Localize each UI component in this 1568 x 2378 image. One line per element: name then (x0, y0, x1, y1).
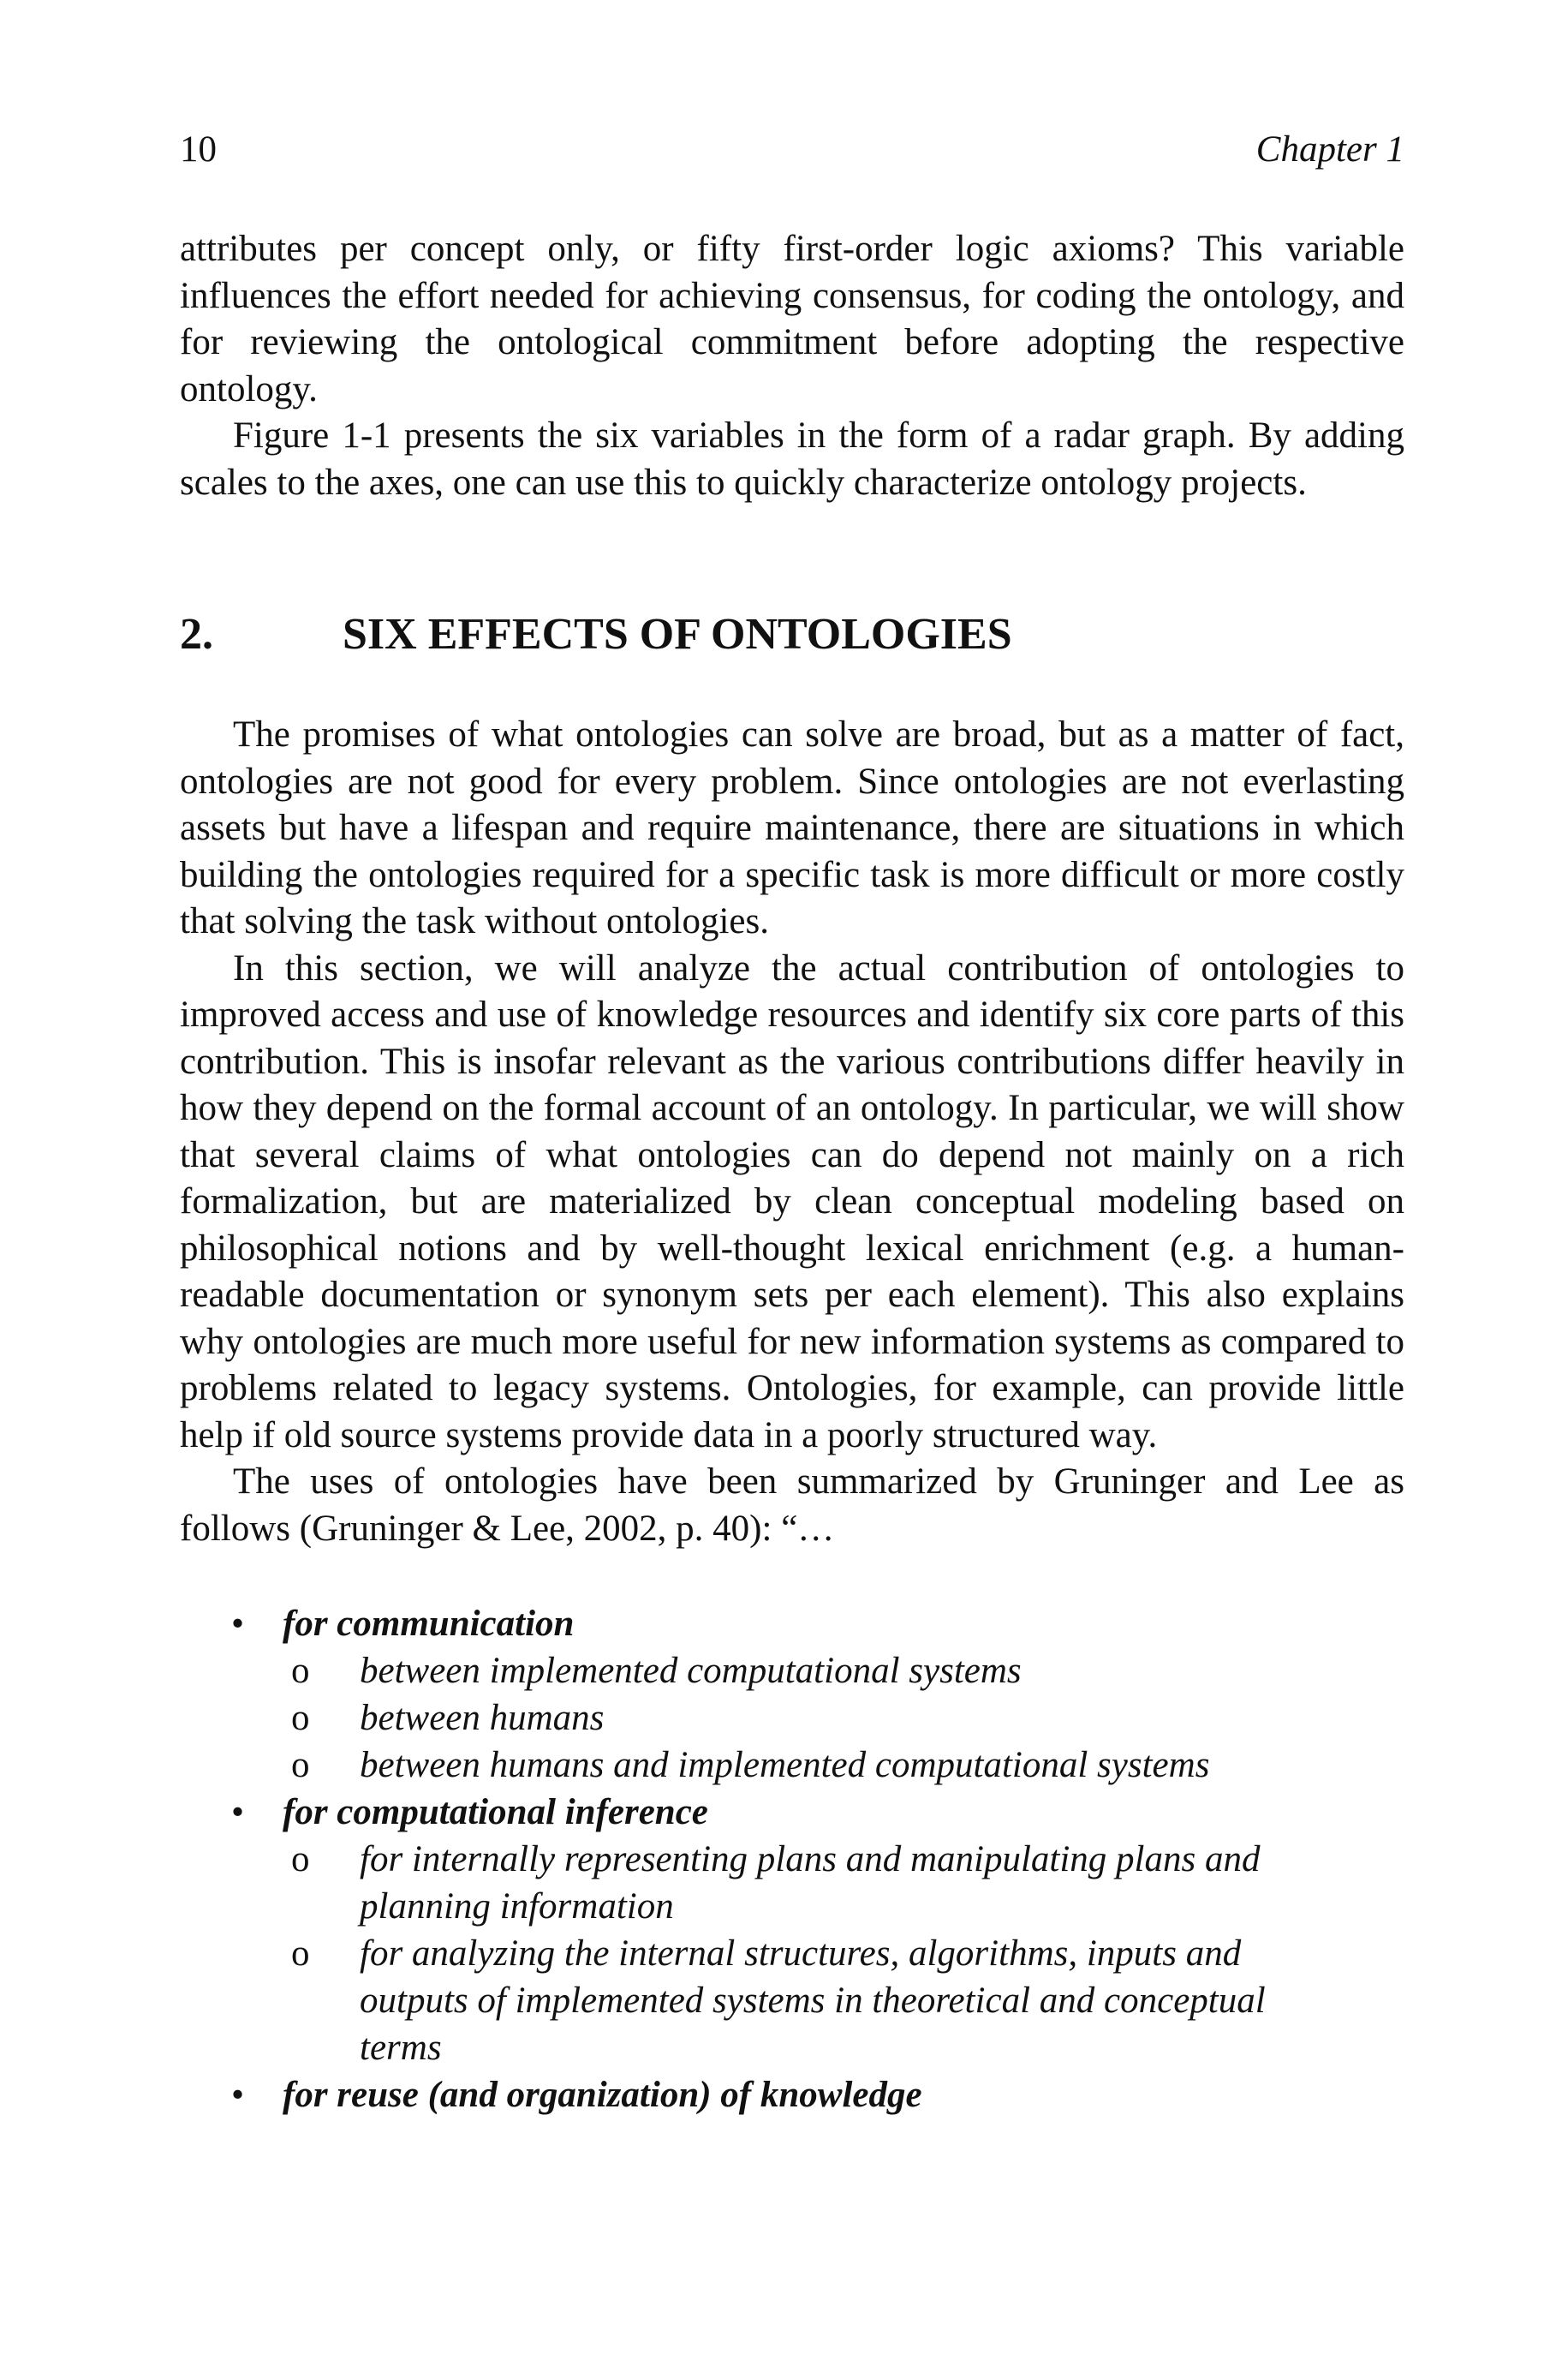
body-text-section (180, 712, 1404, 1552)
list-item-label: for reuse (and organization) of knowledge (283, 2075, 922, 2115)
sub-list-item-text: between implemented computational systems (360, 1651, 1022, 1691)
sub-bullet-icon: o (291, 1933, 310, 1974)
paragraph: In this section, we will analyze the actual contribution of ontologies to improved access and use of knowledge resources and identify six core parts of this contribution. This is insofar relevant as the various contributions differ heavily in how they depend on the formal account of an ontology. In particular, we will show that several claims of what ontologies can do depend not mainly on a rich formalization, but are materialized by clean conceptual modeling based on philosophical notions and by well-thought lexical enrichment (e.g. a human-readable documentation or synonym sets per each element). This also explains why ontologies are much more useful for new information systems as compared to problems related to legacy systems. Ontologies, for example, can provide little help if old source systems provide data in a poorly structured way. (180, 947, 1404, 1455)
bullet-icon: • (231, 1604, 245, 1644)
running-head (180, 128, 1404, 188)
paragraph: attributes per concept only, or fifty first-order logic axioms? This variable influences the effort needed for achieving consensus, for coding the ontology, and for reviewing the ontological commitment before adopting the respective ontology. (180, 229, 1404, 409)
list-item-label: for computational inference (283, 1792, 708, 1832)
book-page (180, 128, 1404, 2118)
sub-bullet-icon: o (291, 1698, 310, 1738)
quoted-uses-list (180, 1600, 1404, 2118)
bullet-icon: • (231, 2075, 245, 2115)
sub-bullet-icon: o (291, 1745, 310, 1785)
section-number: 2. (180, 610, 213, 659)
section-title: SIX EFFECTS OF ONTOLOGIES (343, 610, 1012, 659)
paragraph: The uses of ontologies have been summarized by Gruninger and Lee as follows (Gruninger & Lee, 2002, p. 40): “… (180, 1461, 1404, 1549)
list-item (180, 1789, 1404, 1836)
sub-list-item-text: for internally representing plans and manipulating plans and planning information (360, 1839, 1261, 1927)
page-number: 10 (180, 129, 217, 170)
sub-bullet-icon: o (291, 1839, 310, 1879)
chapter-label: Chapter 1 (1255, 129, 1404, 170)
paragraph: The promises of what ontologies can solve are broad, but as a matter of fact, ontologies are not good for every problem. Since ontologies are not everlasting assets but have a lifespan and require maintenance, there are situations in which building the ontologies required for a specific task is more difficult or more costly that solving the task without ontologies. (180, 714, 1404, 941)
list-item (180, 2071, 1404, 2118)
sub-list-item (180, 1742, 1404, 1789)
list-item-label: for communication (283, 1604, 575, 1644)
sub-list-item-text: between humans (360, 1698, 605, 1738)
sub-list-item (180, 1647, 1404, 1694)
bullet-icon: • (231, 1792, 245, 1832)
sub-list-item-text: between humans and implemented computational systems (360, 1745, 1210, 1785)
sub-list-item-text: for analyzing the internal structures, algorithms, inputs and outputs of implemented systems in theoretical and conceptual terms (360, 1933, 1266, 2068)
body-text-top (180, 226, 1404, 506)
sub-list-item (180, 1930, 1404, 2071)
list-item (180, 1600, 1404, 1647)
sub-bullet-icon: o (291, 1651, 310, 1691)
sub-list-item (180, 1836, 1404, 1930)
paragraph: Figure 1-1 presents the six variables in the form of a radar graph. By adding scales to the axes, one can use this to quickly characterize ontology projects. (180, 415, 1404, 503)
section-heading (180, 609, 1404, 660)
sub-list-item (180, 1694, 1404, 1742)
